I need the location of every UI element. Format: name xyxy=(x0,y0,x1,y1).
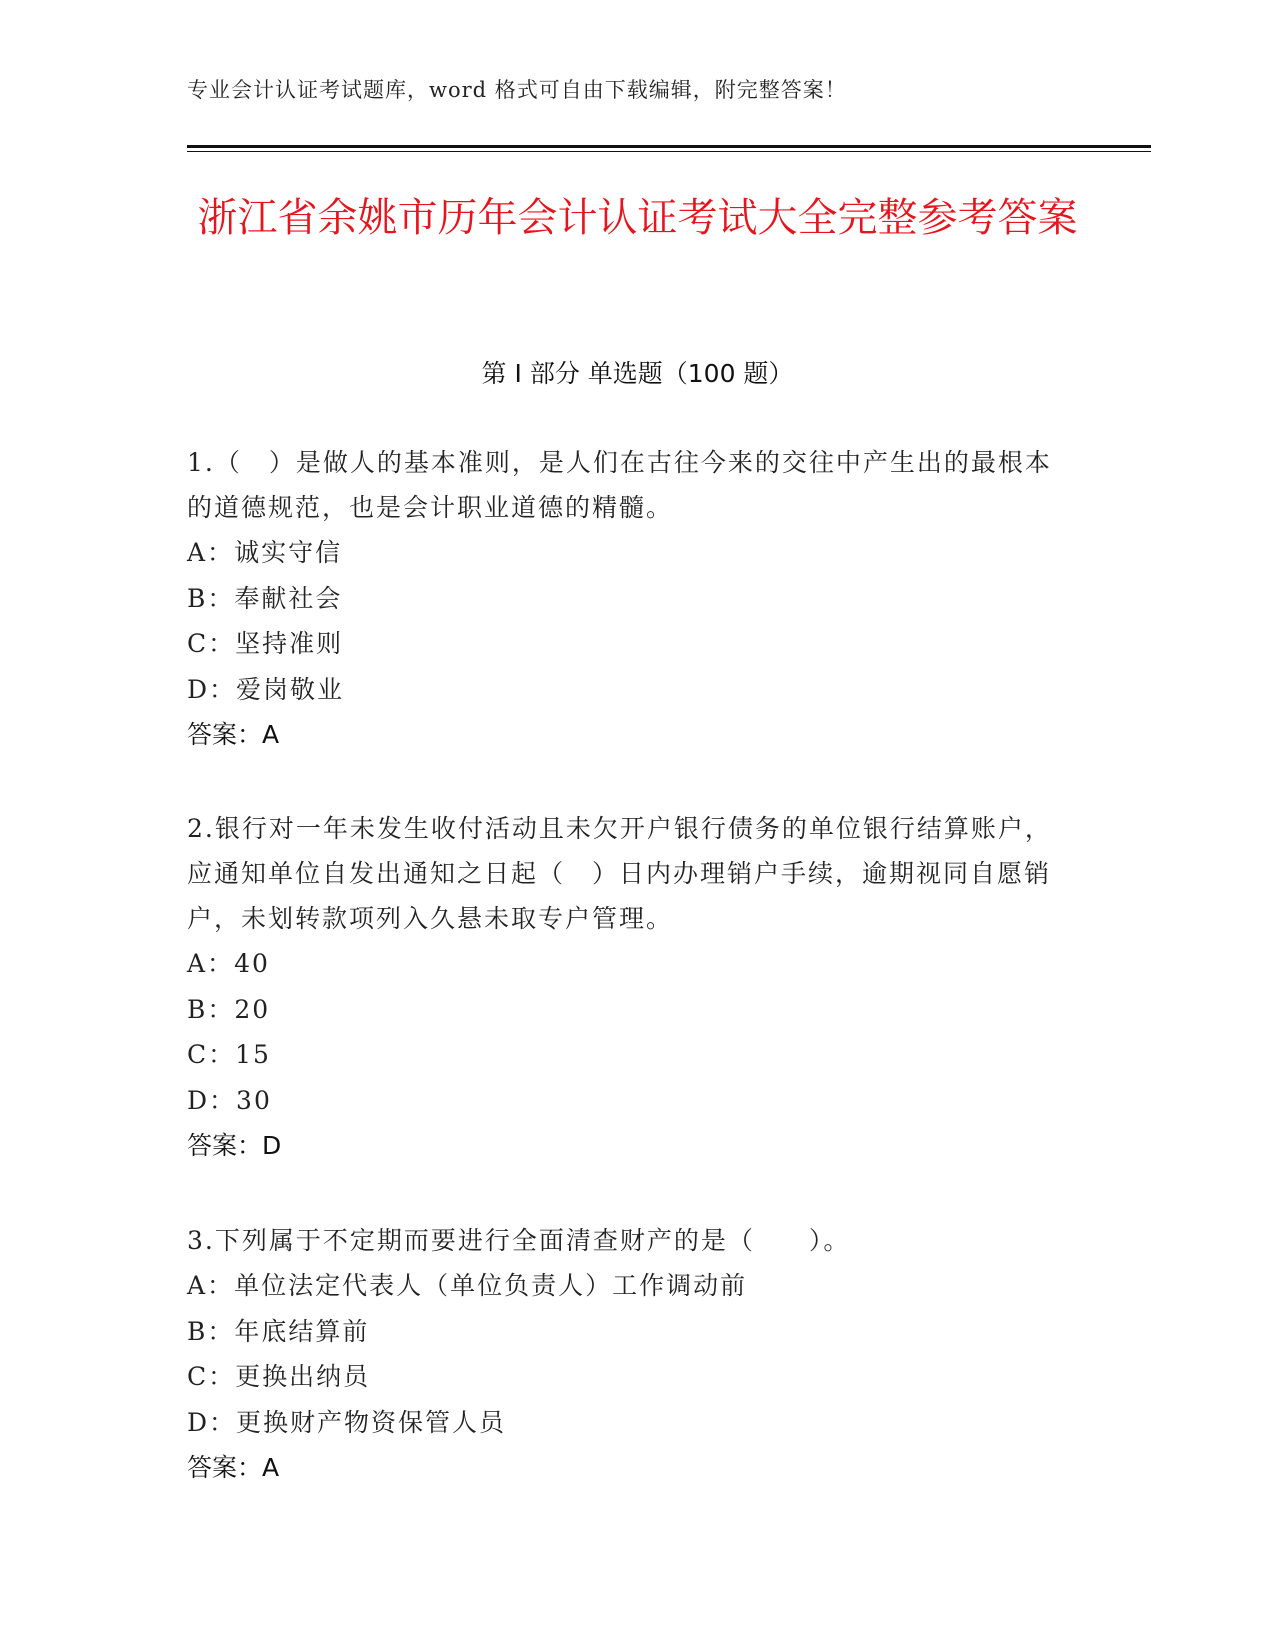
answer-line: 答案：A xyxy=(187,720,280,749)
option-key: D： xyxy=(187,674,237,704)
option-text: 30 xyxy=(236,1085,272,1115)
option-a xyxy=(187,1263,1067,1309)
question-2 xyxy=(187,806,1067,1169)
option-text: 单位法定代表人（单位负责人）工作调动前 xyxy=(234,1271,748,1300)
option-text: 20 xyxy=(234,994,271,1024)
option-key: C： xyxy=(187,1040,236,1069)
option-c xyxy=(187,1032,1067,1078)
option-key: B： xyxy=(187,994,235,1024)
option-text: 诚实守信 xyxy=(234,538,343,567)
option-key: A： xyxy=(187,949,235,978)
question-stem: 2.银行对一年未发生收付活动且未欠开户银行债务的单位银行结算账户，应通知单位自发出通知之日起（ ）日内办理销户手续，逾期视同自愿销户，未划转款项列入久悬未取专户管理。 xyxy=(187,814,1052,933)
section-heading: 第 I 部分 单选题（100 题） xyxy=(481,359,794,388)
option-a xyxy=(187,530,1067,576)
option-text: 更换出纳员 xyxy=(235,1362,371,1391)
option-key: A： xyxy=(187,538,235,567)
option-b xyxy=(187,987,1067,1033)
option-key: B： xyxy=(187,1316,235,1346)
answer-line: 答案：A xyxy=(187,1453,280,1482)
option-c xyxy=(187,1354,1067,1400)
option-b xyxy=(187,1309,1067,1355)
option-key: D： xyxy=(187,1407,237,1437)
option-key: A： xyxy=(187,1271,235,1300)
answer-line: 答案：D xyxy=(187,1131,282,1160)
question-stem: 3.下列属于不定期而要进行全面清查财产的是（ ）。 xyxy=(187,1226,851,1255)
option-key: B： xyxy=(187,583,235,613)
option-d xyxy=(187,667,1067,713)
option-key: C： xyxy=(187,629,236,658)
option-a xyxy=(187,941,1067,987)
option-key: C： xyxy=(187,1362,236,1391)
option-text: 爱岗敬业 xyxy=(236,674,345,704)
option-text: 15 xyxy=(235,1040,271,1069)
option-b xyxy=(187,576,1067,622)
header-divider-thin xyxy=(187,151,1151,152)
option-text: 奉献社会 xyxy=(234,583,343,613)
question-3 xyxy=(187,1218,1067,1491)
header-divider-thick xyxy=(187,145,1151,148)
option-text: 40 xyxy=(234,949,270,978)
option-c xyxy=(187,621,1067,667)
header-note: 专业会计认证考试题库，word 格式可自由下载编辑，附完整答案！ xyxy=(187,78,847,102)
option-text: 年底结算前 xyxy=(234,1316,370,1346)
option-text: 坚持准则 xyxy=(235,629,344,658)
option-d xyxy=(187,1400,1067,1446)
option-text: 更换财产物资保管人员 xyxy=(236,1407,507,1437)
option-d xyxy=(187,1078,1067,1124)
question-1 xyxy=(187,440,1067,758)
option-key: D： xyxy=(187,1085,237,1115)
document-title: 浙江省余姚市历年会计认证考试大全完整参考答案 xyxy=(197,195,1078,241)
question-stem: 1.（ ）是做人的基本准则，是人们在古往今来的交往中产生出的最根本的道德规范，也是会计职业道德的精髓。 xyxy=(187,448,1052,522)
